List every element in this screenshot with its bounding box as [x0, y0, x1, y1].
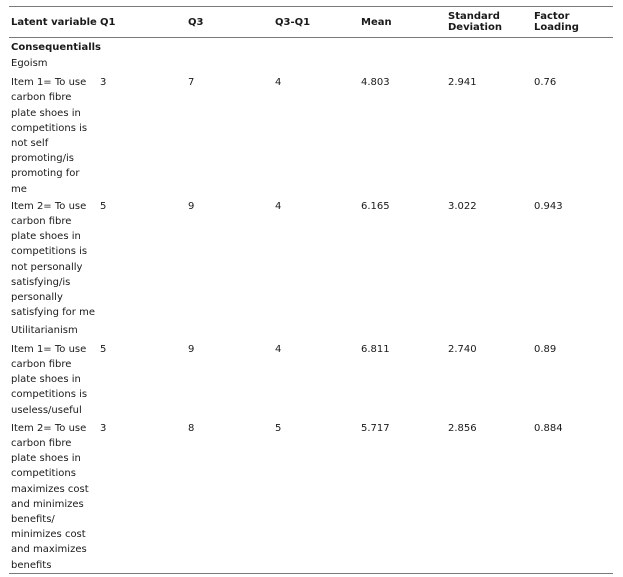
- cell-q3-q1: 5: [272, 419, 358, 574]
- statistics-table: [9, 6, 613, 574]
- header-latent-variable: Latent variable: [9, 7, 97, 38]
- cell-mean: 6.811: [361, 343, 390, 355]
- header-row: [9, 7, 613, 38]
- table-row: [9, 419, 613, 574]
- cell-q3-q1: 4: [275, 200, 282, 212]
- cell-q3-q1: 4: [275, 77, 282, 89]
- cell-standard-deviation: 2.856: [445, 419, 531, 574]
- table-row: [9, 340, 613, 419]
- cell-q1: 3: [100, 77, 107, 89]
- table-row: [9, 73, 613, 197]
- section-label-egoism: Egoism: [11, 58, 48, 70]
- group-label: Consequentialls: [11, 42, 102, 53]
- cell-standard-deviation: 2.941: [448, 77, 477, 89]
- header-mean: Mean: [358, 7, 445, 38]
- cell-q3: 9: [188, 200, 195, 212]
- cell-q3-q1: 4: [275, 343, 282, 355]
- item-text: Item 2= To use carbon fibre plate shoes in competitions maximizes cost and minimizes benefits/ minimizes cost and maximizes benefits: [9, 419, 97, 574]
- section-label-utilitarianism: Utilitarianism: [11, 324, 78, 336]
- section-row-utilitarianism: [9, 322, 613, 340]
- cell-q1: 5: [100, 343, 107, 355]
- table-header: [9, 7, 613, 38]
- table-body: [9, 38, 613, 574]
- cell-mean: 5.717: [358, 419, 445, 574]
- item-text: Item 1= To use carbon fibre plate shoes in competitions is not self promoting/is promoting for me: [11, 77, 88, 195]
- group-row: [9, 38, 613, 56]
- cell-factor-loading: 0.884: [531, 419, 613, 574]
- header-factor-loading: Factor Loading: [531, 7, 613, 38]
- header-q3-q1: Q3-Q1: [272, 7, 358, 38]
- cell-q3: 7: [188, 77, 195, 89]
- cell-standard-deviation: 3.022: [448, 200, 477, 212]
- cell-standard-deviation: 2.740: [448, 343, 477, 355]
- header-standard-deviation: Standard Deviation: [445, 7, 531, 38]
- cell-q3: 9: [188, 343, 195, 355]
- table-row: [9, 197, 613, 322]
- header-q3: Q3: [185, 7, 272, 38]
- header-q1: Q1: [97, 7, 185, 38]
- cell-factor-loading: 0.943: [534, 200, 563, 212]
- cell-q3: 8: [185, 419, 272, 574]
- cell-factor-loading: 0.89: [534, 343, 557, 355]
- cell-mean: 6.165: [361, 200, 390, 212]
- cell-q1: 5: [100, 200, 107, 212]
- section-row-egoism: [9, 55, 613, 73]
- item-text: Item 1= To use carbon fibre plate shoes in competitions is useless/useful: [11, 343, 88, 416]
- cell-factor-loading: 0.76: [534, 77, 557, 89]
- item-text: Item 2= To use carbon fibre plate shoes in competitions is not personally satisfying/is personally satisfying for me: [11, 200, 95, 319]
- cell-mean: 4.803: [361, 77, 390, 89]
- cell-q1: 3: [97, 419, 185, 574]
